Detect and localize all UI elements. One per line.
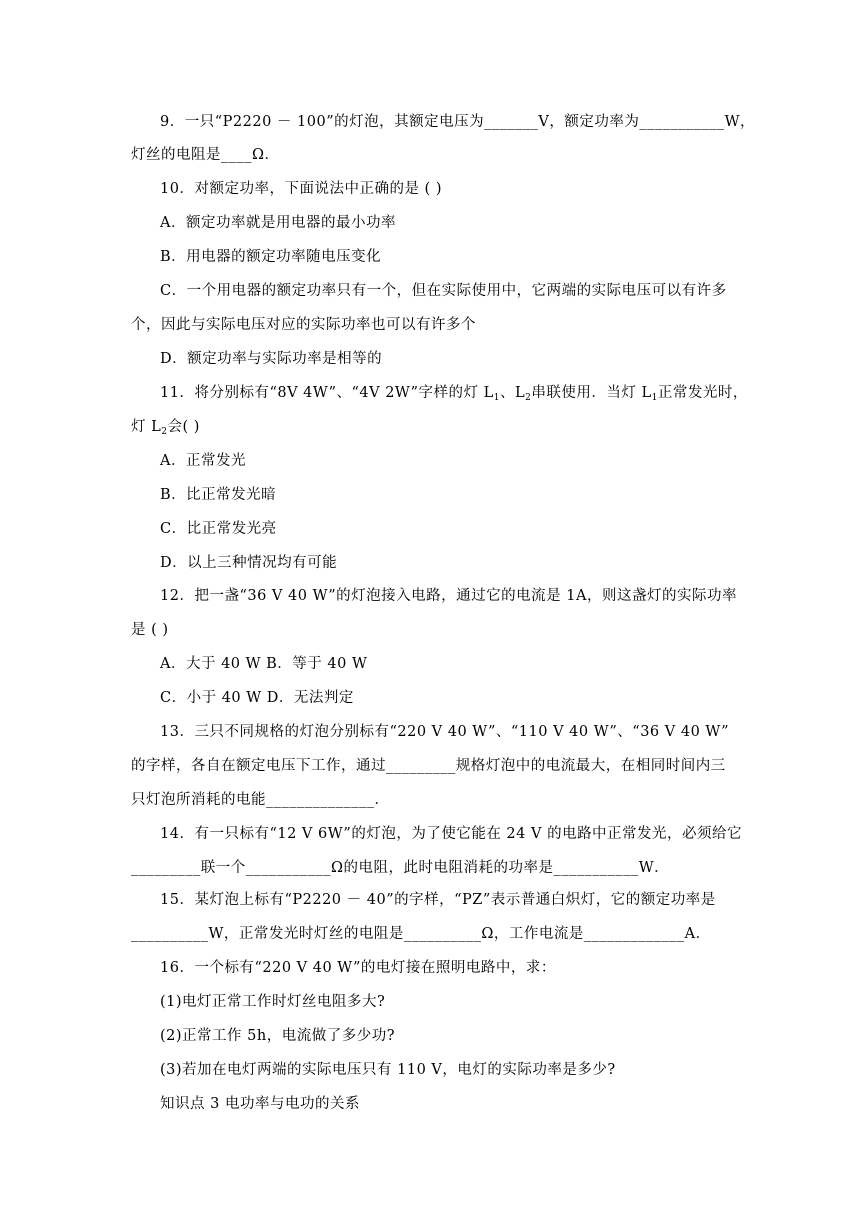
q13-line-1: 13．三只不同规格的灯泡分别标有“220 V 40 W”、“110 V 40 W”、“36 V 40 W” xyxy=(160,724,729,740)
subscript: 1 xyxy=(493,393,500,403)
q16-stem: 16．一个标有“220 V 40 W”的电灯接在照明电路中，求： xyxy=(160,960,556,976)
q13-line-3: 只灯泡所消耗的电能______________． xyxy=(131,792,390,808)
q10-option-d: D．额定功率与实际功率是相等的 xyxy=(160,351,383,367)
q16-part-1: (1)电灯正常工作时灯丝电阻多大? xyxy=(160,994,386,1010)
q11-option-b: B．比正常发光暗 xyxy=(160,487,277,503)
q11-option-a: A．正常发光 xyxy=(160,453,246,469)
q11-text-6: 会( ) xyxy=(167,419,200,435)
section-heading: 知识点 3 电功率与电功的关系 xyxy=(160,1096,360,1112)
q12-options-cd: C．小于 40 W D．无法判定 xyxy=(160,690,354,706)
q10-option-c-line-2: 个，因此与实际电压对应的实际功率也可以有许多个 xyxy=(131,317,476,333)
q11-option-d: D．以上三种情况均有可能 xyxy=(160,555,338,571)
q15-line-1: 15．某灯泡上标有“P2220 － 40”的字样，“PZ”表示普通白炽灯，它的额定功率是 xyxy=(160,892,716,908)
q10-stem: 10．对额定功率，下面说法中正确的是 ( ) xyxy=(160,181,442,197)
subscript: 1 xyxy=(651,393,658,403)
q12-stem-line-1: 12．把一盏“36 V 40 W”的灯泡接入电路，通过它的电流是 1A，则这盏灯的实际功率 xyxy=(160,588,737,604)
q14-line-2: _________联一个___________Ω的电阻，此时电阻消耗的功率是___________W． xyxy=(131,860,670,876)
q11-text-2: 、L xyxy=(499,385,526,401)
q11-text-1: 11．将分别标有“8V 4W”、“4V 2W”字样的灯 L xyxy=(160,385,494,401)
subscript: 2 xyxy=(525,393,532,403)
subscript: 2 xyxy=(161,427,168,437)
q16-part-3: (3)若加在电灯两端的实际电压只有 110 V，电灯的实际功率是多少? xyxy=(160,1062,616,1078)
q12-options-ab: A．大于 40 W B．等于 40 W xyxy=(160,656,368,672)
q10-option-a: A．额定功率就是用电器的最小功率 xyxy=(160,215,396,231)
q11-stem-line-1 xyxy=(160,383,750,403)
q16-part-2: (2)正常工作 5h，电流做了多少功? xyxy=(160,1028,395,1044)
q10-option-b: B．用电器的额定功率随电压变化 xyxy=(160,249,382,265)
q11-text-4: 正常发光时， xyxy=(657,385,748,401)
q15-line-2: __________W，正常发光时灯丝的电阻是__________Ω，工作电流是_____________A． xyxy=(131,926,711,942)
q13-line-2: 的字样，各自在额定电压下工作，通过_________规格灯泡中的电流最大，在相同时间内三 xyxy=(131,758,726,774)
q9-line-1: 9．一只“P2220 － 100”的灯泡，其额定电压为_______V，额定功率为___________W， xyxy=(160,114,755,130)
q10-option-c-line-1: C．一个用电器的额定功率只有一个，但在实际使用中，它两端的实际电压可以有许多 xyxy=(160,283,727,299)
q9-line-2: 灯丝的电阻是____Ω． xyxy=(131,147,280,163)
q11-text-3: 串联使用．当灯 L xyxy=(531,385,652,401)
q14-line-1: 14．有一只标有“12 V 6W”的灯泡，为了使它能在 24 V 的电路中正常发光，必须给它 xyxy=(160,826,743,842)
q11-text-5: 灯 L xyxy=(131,419,162,435)
q11-stem-line-2 xyxy=(131,417,750,437)
q12-stem-line-2: 是 ( ) xyxy=(131,622,169,638)
q11-option-c: C．比正常发光亮 xyxy=(160,521,277,537)
